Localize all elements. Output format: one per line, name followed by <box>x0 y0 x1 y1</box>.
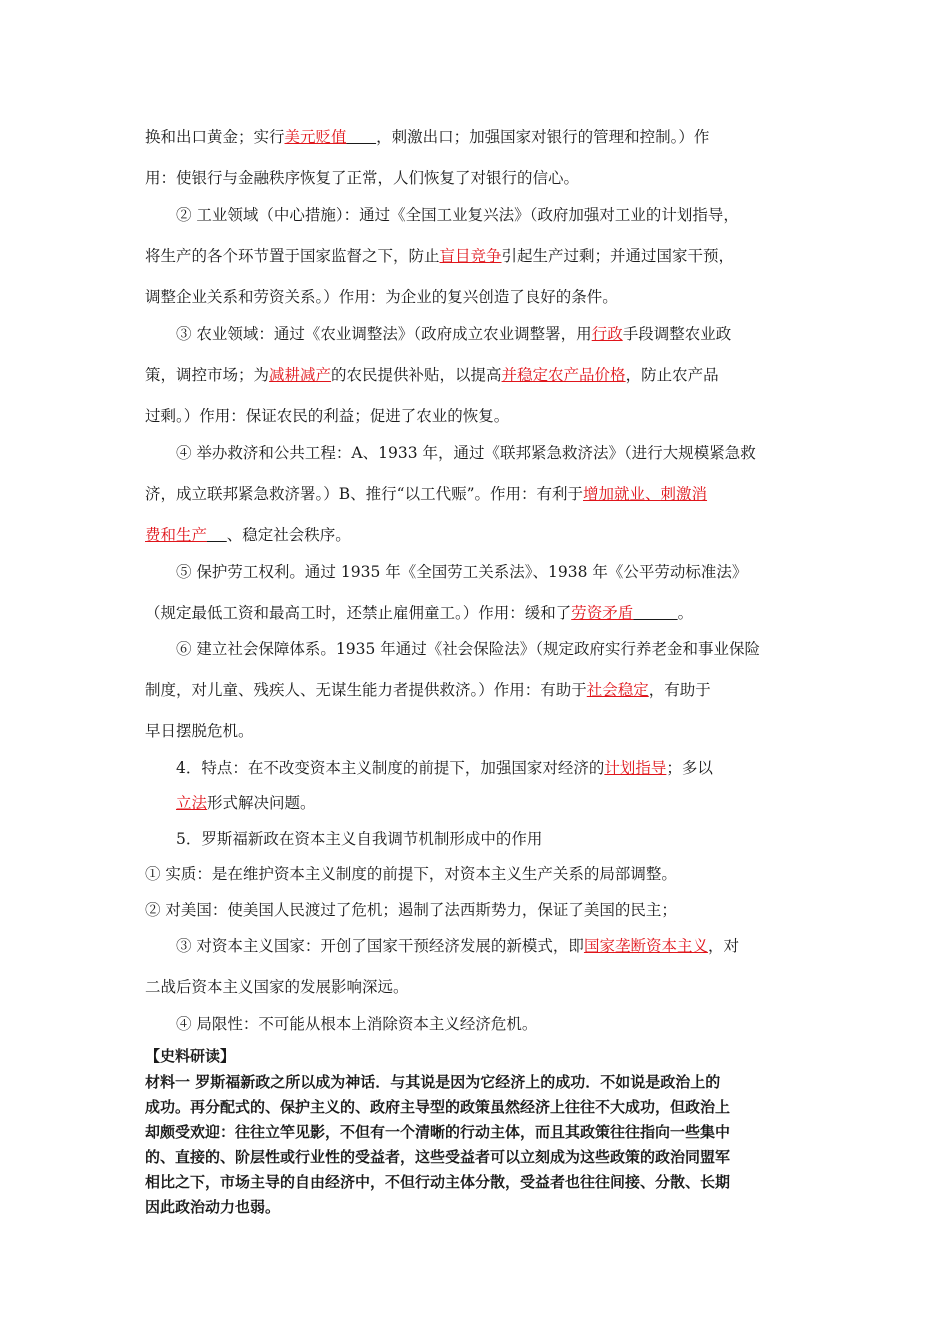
answer-blank: 减耕减产 <box>269 366 332 384</box>
text-line: 早日摆脱危机。 <box>145 722 254 740</box>
text-line <box>176 758 713 778</box>
text-line: ② 对美国：使美国人民渡过了危机；遏制了法西斯势力，保证了美国的民主； <box>145 901 677 919</box>
material-line: 相比之下，市场主导的自由经济中，不但行动主体分散，受益者也往往间接、分散、长期 <box>145 1173 731 1191</box>
text-line: 调整企业关系和劳资关系。）作用：为企业的复兴创造了良好的条件。 <box>145 288 618 306</box>
answer-blank: 国家垄断资本主义 <box>583 937 708 955</box>
material-line: 材料一 罗斯福新政之所以成为神话．与其说是因为它经济上的成功．不如说是政治上的 <box>145 1073 721 1091</box>
text-line <box>145 680 711 700</box>
answer-blank: 立法 <box>176 794 208 812</box>
text-segment: 换和出口黄金；实行 <box>145 128 285 146</box>
text-line: 二战后资本主义国家的发展影响深远。 <box>145 978 409 996</box>
text-segment: 制度，对儿童、残疾人、无谋生能力者提供救济。）作用：有助于 <box>145 681 587 699</box>
text-segment: （规定最低工资和最高工时，还禁止雇佣童工。）作用：缓和了 <box>145 604 572 622</box>
answer-blank: 计划指导 <box>604 759 667 777</box>
text-segment: 。 <box>677 604 694 622</box>
text-line: ④ 局限性：不可能从根本上消除资本主义经济危机。 <box>176 1015 538 1033</box>
answer-blank: 美元贬值 <box>284 128 347 146</box>
text-line: ⑥ 建立社会保障体系。1935 年通过《社会保险法》（规定政府实行养老金和事业保险 <box>176 640 761 658</box>
text-line <box>176 324 731 344</box>
answer-blank: 社会稳定 <box>586 681 649 699</box>
blank-underline <box>207 526 227 544</box>
text-segment: ；多以 <box>666 759 713 777</box>
text-segment: ③ 对资本主义国家：开创了国家干预经济发展的新模式，即 <box>176 937 584 955</box>
text-segment: 手段调整农业政 <box>622 325 732 343</box>
blank-underline <box>633 604 677 622</box>
section-heading: 5．罗斯福新政在资本主义自我调节机制形成中的作用 <box>176 830 543 848</box>
text-segment: 的农民提供补贴，以提高 <box>331 366 502 384</box>
text-line <box>145 484 707 504</box>
blank-underline <box>347 128 377 146</box>
text-line <box>176 936 739 956</box>
text-line: ② 工业领域（中心措施）：通过《全国工业复兴法》（政府加强对工业的计划指导， <box>176 206 739 224</box>
answer-separator: 、 <box>645 485 661 503</box>
material-line: 的、直接的、阶层性或行业性的受益者，这些受益者可以立刻成为这些政策的政治同盟军 <box>145 1148 731 1166</box>
material-line: 成功。再分配式的、保护主义的、政府主导型的政策虽然经济上往往不大成功，但政治上 <box>145 1098 731 1116</box>
answer-blank: 盲目竞争 <box>439 247 502 265</box>
text-line <box>145 127 709 147</box>
text-segment: 引起生产过剩；并通过国家干预， <box>501 247 735 265</box>
answer-blank: 费和生产 <box>145 526 208 544</box>
text-segment: 4．特点：在不改变资本主义制度的前提下，加强国家对经济的 <box>176 759 605 777</box>
text-line <box>176 793 316 813</box>
answer-blank: 行政 <box>591 325 623 343</box>
text-line: ④ 举办救济和公共工程：A、1933 年，通过《联邦紧急救济法》（进行大规模紧急救 <box>176 444 756 462</box>
text-segment: 将生产的各个环节置于国家监督之下，防止 <box>145 247 440 265</box>
text-segment: 形式解决问题。 <box>207 794 316 812</box>
text-line <box>145 603 693 623</box>
text-line: ⑤ 保护劳工权利。通过 1935 年《全国劳工关系法》、1938 年《公平劳动标准法》 <box>176 563 748 581</box>
text-segment: ，有助于 <box>648 681 711 699</box>
text-line: 过剩。）作用：保证农民的利益；促进了农业的恢复。 <box>145 407 510 425</box>
text-line <box>145 365 719 385</box>
material-line: 因此政治动力也弱。 <box>145 1198 281 1216</box>
material-line: 却颇受欢迎：往往立竿见影，不但有一个清晰的行动主体，而且其政策往往指向一些集中 <box>145 1123 731 1141</box>
text-segment: ，对 <box>707 937 739 955</box>
text-segment: ，防止农产品 <box>625 366 719 384</box>
text-line: ① 实质：是在维护资本主义制度的前提下，对资本主义生产关系的局部调整。 <box>145 865 677 883</box>
text-segment: ③ 农业领域：通过《农业调整法》（政府成立农业调整署，用 <box>176 325 592 343</box>
text-line <box>145 525 351 545</box>
text-segment: ，刺激出口；加强国家对银行的管理和控制。）作 <box>376 128 710 146</box>
text-segment: 策，调控市场；为 <box>145 366 270 384</box>
text-line: 用：使银行与金融秩序恢复了正常，人们恢复了对银行的信心。 <box>145 169 580 187</box>
text-segment: 济，成立联邦紧急救济署。）B、推行“以工代赈”。作用：有利于 <box>145 485 583 503</box>
text-line <box>145 246 734 266</box>
answer-blank: 并稳定农产品价格 <box>501 366 626 384</box>
answer-blank: 增加就业 <box>583 485 646 503</box>
material-heading: 【史料研读】 <box>145 1047 236 1065</box>
text-segment: 、稳定社会秩序。 <box>226 526 351 544</box>
answer-blank: 刺激消 <box>660 485 708 503</box>
answer-blank: 劳资矛盾 <box>571 604 634 622</box>
